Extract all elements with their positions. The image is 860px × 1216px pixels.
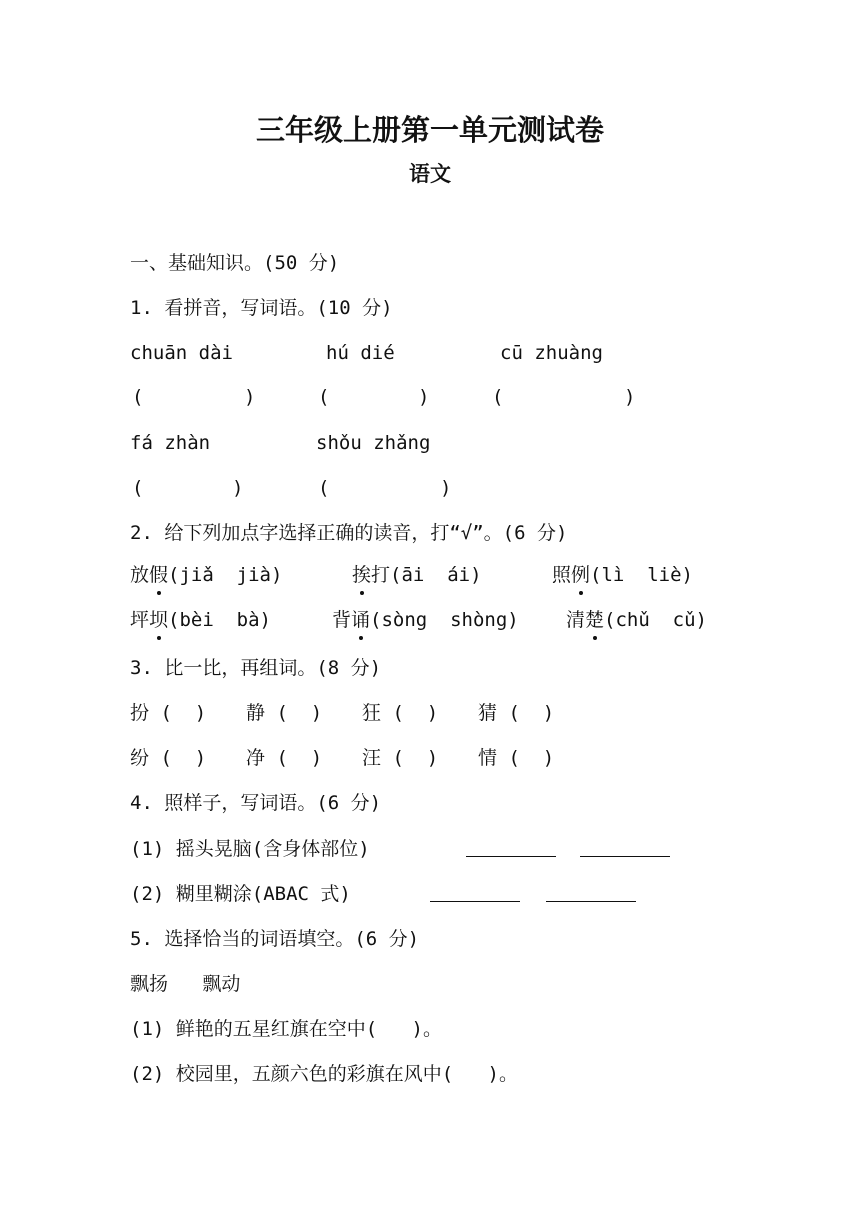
answer-paren-close: ) — [440, 477, 452, 499]
compare-item: 净 ( ) — [246, 747, 323, 769]
reading-item: 挨打(āi ái) — [352, 564, 482, 586]
dotted-char: 挨 — [352, 564, 372, 586]
answer-paren-open: ( — [492, 386, 504, 408]
pinyin-2: hú dié — [326, 342, 395, 364]
compare-item: 狂 ( ) — [362, 702, 439, 724]
answer-blank — [466, 836, 556, 857]
answer-blank — [430, 881, 520, 902]
fill-item: (2) 校园里，五颜六色的彩旗在风中( )。 — [130, 1063, 518, 1085]
compare-item: 汪 ( ) — [362, 747, 439, 769]
answer-paren-close: ) — [244, 386, 256, 408]
dotted-char: 楚 — [585, 609, 605, 631]
answer-paren-open: ( — [318, 386, 330, 408]
word-choices: 飘扬 飘动 — [130, 973, 241, 995]
reading-item: 放假(jiǎ jià) — [130, 564, 283, 586]
compare-item: 情 ( ) — [478, 747, 555, 769]
answer-paren-close: ) — [232, 477, 244, 499]
pinyin-4: fá zhàn — [130, 432, 211, 454]
pinyin-5: shǒu zhǎng — [316, 432, 431, 454]
reading-options: (jiǎ jià) — [168, 564, 283, 586]
reading-item: 背诵(sòng shòng) — [332, 609, 519, 631]
reading-options: (sòng shòng) — [370, 609, 519, 631]
example-item: (1) 摇头晃脑(含身体部位) — [130, 838, 370, 860]
dotted-char: 诵 — [351, 609, 371, 631]
section-heading: 一、基础知识。(50 分) — [130, 252, 340, 274]
dotted-char: 假 — [149, 564, 169, 586]
reading-item: 坪坝(bèi bà) — [130, 609, 271, 631]
question-1-prompt: 1. 看拼音，写词语。(10 分) — [130, 297, 393, 319]
subject-label: 语文 — [409, 161, 451, 186]
reading-options: (lì liè) — [590, 564, 693, 586]
reading-item: 照例(lì liè) — [552, 564, 693, 586]
page-title: 三年级上册第一单元测试卷 — [255, 113, 604, 147]
fill-item: (1) 鲜艳的五星红旗在空中( )。 — [130, 1018, 442, 1040]
reading-item: 清楚(chǔ cǔ) — [566, 609, 707, 631]
pinyin-3: cū zhuàng — [500, 342, 603, 364]
answer-paren-close: ) — [624, 386, 636, 408]
question-4-prompt: 4. 照样子，写词语。(6 分) — [130, 792, 382, 814]
compare-item: 静 ( ) — [246, 702, 323, 724]
dotted-char: 例 — [571, 564, 591, 586]
answer-paren-close: ) — [418, 386, 430, 408]
answer-paren-open: ( — [132, 386, 144, 408]
pinyin-1: chuān dài — [130, 342, 233, 364]
reading-options: (chǔ cǔ) — [604, 609, 707, 631]
reading-options: (āi ái) — [390, 564, 482, 586]
question-3-prompt: 3. 比一比，再组词。(8 分) — [130, 657, 382, 679]
answer-paren-open: ( — [318, 477, 330, 499]
reading-options: (bèi bà) — [168, 609, 271, 631]
answer-blank — [580, 836, 670, 857]
answer-paren-open: ( — [132, 477, 144, 499]
compare-item: 猜 ( ) — [478, 702, 555, 724]
question-5-prompt: 5. 选择恰当的词语填空。(6 分) — [130, 928, 420, 950]
compare-item: 纷 ( ) — [130, 747, 207, 769]
example-item: (2) 糊里糊涂(ABAC 式) — [130, 883, 351, 905]
compare-item: 扮 ( ) — [130, 702, 207, 724]
answer-blank — [546, 881, 636, 902]
question-2-prompt: 2. 给下列加点字选择正确的读音，打“√”。(6 分) — [130, 522, 568, 544]
dotted-char: 坝 — [149, 609, 169, 631]
